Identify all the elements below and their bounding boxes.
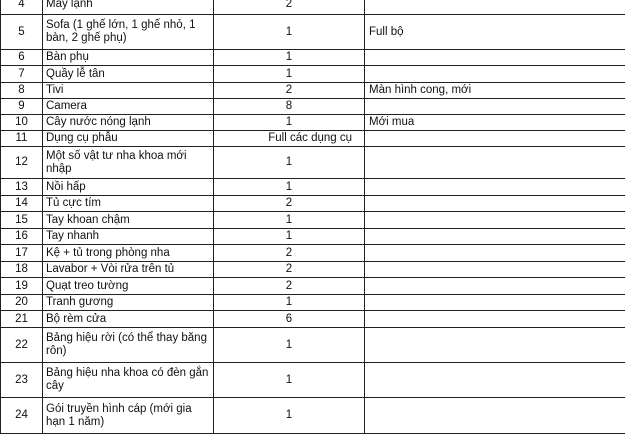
quantity-cell: 1 — [214, 363, 365, 398]
table-row — [1, 15, 625, 50]
item-name-cell: Lavabor + Vòi rửa trên tủ — [43, 262, 214, 278]
row-number-cell: 23 — [1, 363, 43, 398]
row-number-cell: 7 — [1, 66, 43, 83]
item-name-cell: Bảng hiệu nha khoa có đèn gắn cây — [43, 363, 214, 398]
item-name-cell: Quạt treo tường — [43, 278, 214, 295]
table-row — [1, 115, 625, 131]
item-name-cell: Bảng hiệu rời (có thể thay băng rôn) — [43, 328, 214, 363]
quantity-cell: 1 — [214, 212, 365, 229]
item-name-cell: Gói truyền hình cáp (mới gia hạn 1 năm) — [43, 398, 214, 434]
quantity-cell: 2 — [214, 245, 365, 262]
note-cell — [365, 245, 625, 262]
table-row — [1, 295, 625, 311]
inventory-table-body — [1, 0, 625, 434]
note-cell — [365, 398, 625, 434]
item-name-cell: Nồi hấp — [43, 179, 214, 196]
note-cell — [365, 99, 625, 115]
item-name-cell: Tay khoan chậm — [43, 212, 214, 229]
item-name-cell: Tranh gương — [43, 295, 214, 311]
note-cell — [365, 50, 625, 66]
quantity-cell: 1 — [214, 295, 365, 311]
row-number-cell: 12 — [1, 147, 43, 179]
note-cell — [365, 262, 625, 278]
row-number-cell: 4 — [1, 0, 43, 15]
quantity-cell: 2 — [214, 262, 365, 278]
item-name-cell: Một số vật tư nha khoa mới nhập — [43, 147, 214, 179]
item-name-cell: Bàn phụ — [43, 50, 214, 66]
quantity-cell: Full các dụng cụ — [214, 131, 365, 147]
note-cell — [365, 179, 625, 196]
item-name-cell: Sofa (1 ghế lớn, 1 ghế nhỏ, 1 bàn, 2 ghế phụ) — [43, 15, 214, 50]
table-row — [1, 196, 625, 212]
quantity-cell: 1 — [214, 229, 365, 245]
quantity-cell: 1 — [214, 179, 365, 196]
quantity-cell: 1 — [214, 147, 365, 179]
note-cell — [365, 212, 625, 229]
row-number-cell: 6 — [1, 50, 43, 66]
table-row — [1, 99, 625, 115]
item-name-cell: Tay nhanh — [43, 229, 214, 245]
item-name-cell: Dụng cụ phẫu — [43, 131, 214, 147]
quantity-cell: 2 — [214, 0, 365, 15]
item-name-cell: Máy lạnh — [43, 0, 214, 15]
table-row — [1, 229, 625, 245]
row-number-cell: 16 — [1, 229, 43, 245]
note-cell — [365, 147, 625, 179]
note-cell — [365, 363, 625, 398]
quantity-cell: 1 — [214, 328, 365, 363]
quantity-cell: 2 — [214, 278, 365, 295]
row-number-cell: 19 — [1, 278, 43, 295]
table-row — [1, 83, 625, 99]
note-cell — [365, 278, 625, 295]
table-row — [1, 363, 625, 398]
row-number-cell: 21 — [1, 311, 43, 328]
quantity-cell: 1 — [214, 66, 365, 83]
quantity-cell: 2 — [214, 196, 365, 212]
item-name-cell: Bộ rèm cửa — [43, 311, 214, 328]
row-number-cell: 9 — [1, 99, 43, 115]
note-cell: Màn hình cong, mới — [365, 83, 625, 99]
table-row — [1, 147, 625, 179]
note-cell — [365, 295, 625, 311]
row-number-cell: 10 — [1, 115, 43, 131]
table-row — [1, 398, 625, 434]
quantity-cell: 1 — [214, 115, 365, 131]
quantity-cell: 6 — [214, 311, 365, 328]
quantity-cell: 1 — [214, 398, 365, 434]
note-cell — [365, 131, 625, 147]
table-row — [1, 212, 625, 229]
table-row — [1, 0, 625, 15]
row-number-cell: 15 — [1, 212, 43, 229]
table-row — [1, 245, 625, 262]
note-cell — [365, 328, 625, 363]
table-row — [1, 179, 625, 196]
table-row — [1, 131, 625, 147]
note-cell — [365, 311, 625, 328]
row-number-cell: 20 — [1, 295, 43, 311]
note-cell — [365, 66, 625, 83]
table-row — [1, 311, 625, 328]
note-cell — [365, 196, 625, 212]
row-number-cell: 11 — [1, 131, 43, 147]
row-number-cell: 5 — [1, 15, 43, 50]
note-cell — [365, 229, 625, 245]
note-cell: Full bộ — [365, 15, 625, 50]
note-cell — [365, 0, 625, 15]
quantity-cell: 1 — [214, 15, 365, 50]
item-name-cell: Tivi — [43, 83, 214, 99]
item-name-cell: Tủ cực tím — [43, 196, 214, 212]
row-number-cell: 8 — [1, 83, 43, 99]
quantity-cell: 2 — [214, 83, 365, 99]
table-row — [1, 50, 625, 66]
table-row — [1, 278, 625, 295]
item-name-cell: Quầy lễ tân — [43, 66, 214, 83]
quantity-cell: 1 — [214, 50, 365, 66]
row-number-cell: 17 — [1, 245, 43, 262]
quantity-cell: 8 — [214, 99, 365, 115]
row-number-cell: 14 — [1, 196, 43, 212]
table-row — [1, 262, 625, 278]
row-number-cell: 18 — [1, 262, 43, 278]
item-name-cell: Cây nước nóng lạnh — [43, 115, 214, 131]
item-name-cell: Kệ + tủ trong phòng nha — [43, 245, 214, 262]
row-number-cell: 22 — [1, 328, 43, 363]
table-row — [1, 66, 625, 83]
row-number-cell: 13 — [1, 179, 43, 196]
item-name-cell: Camera — [43, 99, 214, 115]
row-number-cell: 24 — [1, 398, 43, 434]
note-cell: Mới mua — [365, 115, 625, 131]
table-row — [1, 328, 625, 363]
